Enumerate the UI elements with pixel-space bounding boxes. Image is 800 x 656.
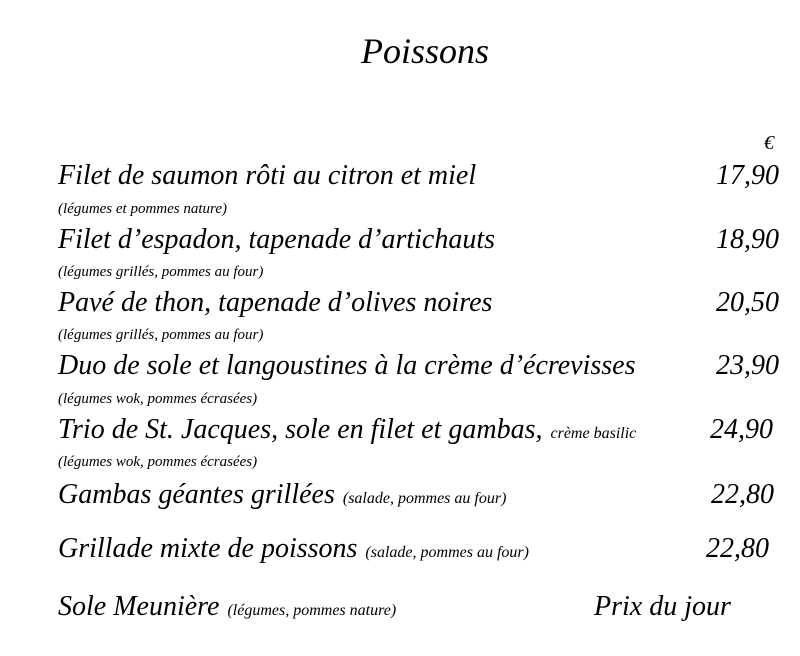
menu-item-name: Pavé de thon, tapenade d’olives noires <box>58 287 493 318</box>
menu-item-inline-note: (légumes, pommes nature) <box>227 602 397 619</box>
menu-item-line <box>58 591 396 623</box>
menu-item-note: (légumes wok, pommes écrasées) <box>58 454 258 470</box>
menu-item-price: Prix du jour <box>594 591 731 622</box>
menu-item-line <box>58 414 636 446</box>
menu-item-name: Filet de saumon rôti au citron et miel <box>58 160 477 191</box>
menu-item-price: 20,50 <box>716 287 779 318</box>
menu-item-line <box>58 533 529 565</box>
menu-item-name: Gambas géantes grillées <box>58 479 335 510</box>
menu-item-price: 23,90 <box>716 350 779 381</box>
menu-item-note: (légumes grillés, pommes au four) <box>58 327 264 343</box>
menu-item-inline-note: crème basilic <box>550 425 637 442</box>
menu-item-note: (légumes wok, pommes écrasées) <box>58 391 258 407</box>
menu-item-name: Sole Meunière <box>58 591 220 622</box>
menu-item-name: Duo de sole et langoustines à la crème d’écrevisses <box>58 350 636 381</box>
menu-item-price: 22,80 <box>711 479 774 510</box>
menu-item-name: Grillade mixte de poissons <box>58 533 358 564</box>
menu-item-inline-note: (salade, pommes au four) <box>365 544 529 561</box>
menu-item-price: 24,90 <box>710 414 773 445</box>
menu-item-note: (légumes grillés, pommes au four) <box>58 264 264 280</box>
menu-item-name: Filet d’espadon, tapenade d’artichauts <box>58 224 496 255</box>
menu-item-price: 22,80 <box>706 533 769 564</box>
page-title: Poissons <box>360 31 490 71</box>
menu-item-price: 17,90 <box>716 160 779 191</box>
menu-item-price: 18,90 <box>716 224 779 255</box>
menu-item-inline-note: (salade, pommes au four) <box>342 490 507 507</box>
currency-symbol: € <box>764 132 774 154</box>
menu-item-note: (légumes et pommes nature) <box>58 201 227 217</box>
menu-item-line <box>58 479 506 511</box>
menu-item-name: Trio de St. Jacques, sole en filet et gambas, <box>58 414 543 445</box>
